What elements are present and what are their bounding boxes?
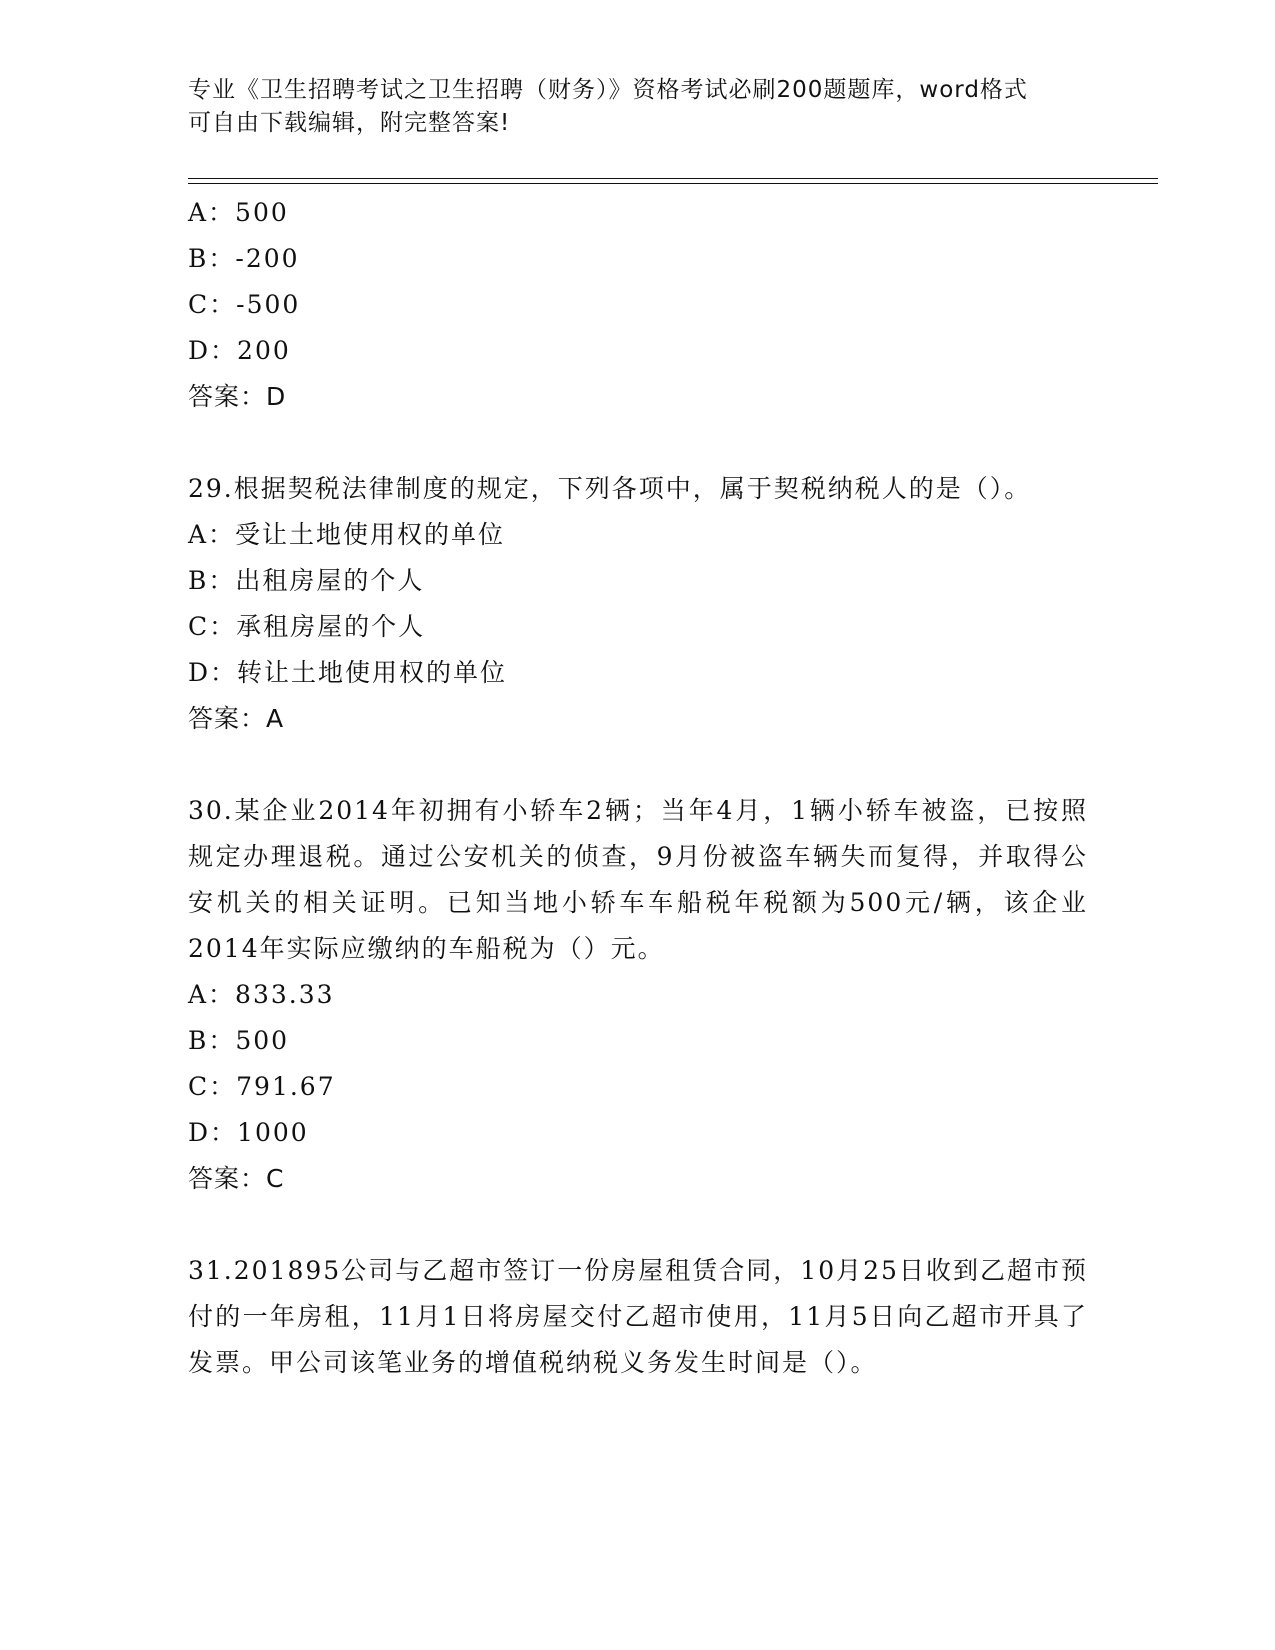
document-body [188,190,1088,1386]
header-line-2: 可自由下载编辑，附完整答案! [188,110,511,136]
answer-line: 答案：C [188,1164,285,1193]
question-text: 30.某企业2014年初拥有小轿车2辆；当年4月，1辆小轿车被盗，已按照规定办理退税。通过公安机关的侦查，9月份被盗车辆失而复得，并取得公安机关的相关证明。已知当地小轿车车船税年税额为500元/辆，该企业2014年实际应缴纳的车船税为（）元。 [188,796,1088,963]
header-line-1: 专业《卫生招聘考试之卫生招聘（财务）》资格考试必刷200题题库，word格式 [188,77,1028,103]
option-b: B：出租房屋的个人 [188,566,425,595]
option-c: C：-500 [188,290,301,319]
option-b: B：-200 [188,244,300,273]
option-a: A：500 [188,198,289,227]
question-block-31 [188,1248,1088,1386]
header-rule-top [188,178,1158,179]
question-text: 31.201895公司与乙超市签订一份房屋租赁合同，10月25日收到乙超市预付的一年房租，11月1日将房屋交付乙超市使用，11月5日向乙超市开具了发票。甲公司该笔业务的增值税纳税义务发生时间是（）。 [188,1256,1088,1377]
question-text: 29.根据契税法律制度的规定，下列各项中，属于契税纳税人的是（）。 [188,474,1032,503]
question-block-prev [188,190,1088,420]
option-d: D：1000 [188,1118,309,1147]
document-header [188,74,1088,140]
option-a: A：受让土地使用权的单位 [188,520,506,549]
answer-line: 答案：A [188,704,285,733]
option-d: D：200 [188,336,291,365]
option-c: C：承租房屋的个人 [188,612,426,641]
option-a: A：833.33 [188,980,335,1009]
option-d: D：转让土地使用权的单位 [188,658,508,687]
option-c: C：791.67 [188,1072,336,1101]
option-b: B：500 [188,1026,290,1055]
header-rule-bottom [188,183,1158,184]
answer-line: 答案：D [188,382,287,411]
question-block-30 [188,788,1088,1202]
question-block-29 [188,466,1088,742]
